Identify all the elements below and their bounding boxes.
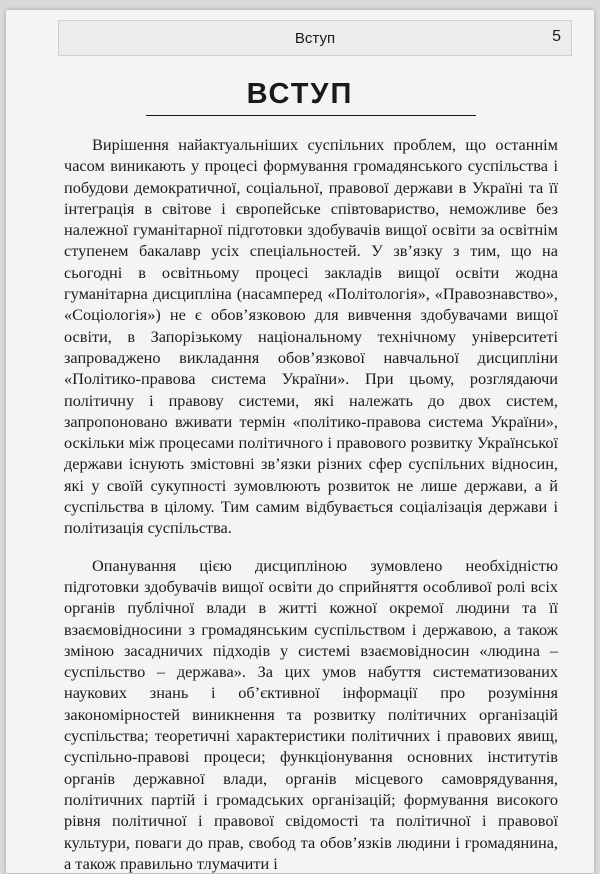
title-underline [146,115,476,116]
chapter-title: ВСТУП [246,78,354,110]
paragraph-1: Вирішення найактуальніших суспільних проблем, що останнім часом виникають у процесі формування громадянського суспільства і побудови демократичної, соціальної, правової держави в Україні та її інтеграція в світове і європейське співтовариство, неможливе без належної гуманітарної підготовки здобувачів вищої освіти за освітнім ступенем бакалавр усіх спеціальностей. У зв’язку з тим, що на сьогодні в освітньому процесі закладів вищої освіти жодна гуманітарна дисципліна (насамперед «Політологія», «Правознавство», «Соціологія») не є обов’язковою для вивчення здобувачами вищої освіти, в Запорізькому національному технічному університеті запроваджено викладання обов’язкової навчальної дисципліни «Політико-правова система України». При цьому, розглядаючи політичну і правову системи, які належать до двох систем, запропоновано вживати термін «політико-правова система України», оскільки між процесами політичного і правового розвитку Української держави існують змістовні зв’язки різних сфер суспільних відносин, які у своїй сукупності зумовлюють розвиток не лише держави, а й суспільства в цілому. Тим самим відбувається соціалізація держави і політизація суспільства. [64,135,558,538]
paragraph-2: Опанування цією дисципліною зумовлено необхідністю підготовки здобувачів вищої освіти до сприйняття особливої ролі всіх органів публічної влади в житті кожної окремої людини та її взаємовідносини з громадянським суспільством і державою, а також зміною засадничих підходів у системі взаємовідносин «людина – суспільство – держава». За цих умов набуття систематизованих наукових знань і об’єктивної інформації про розуміння закономірностей виникнення та розвитку політичних організацій суспільства; теоретичні характеристики політичних і правових явищ, суспільно-правові процеси; функціонування основних інститутів органів державної влади, органів місцевого самоврядування, політичних партій і громадських організацій; формування високого рівня політичної і правової свідомості та політичної і правової культури, поваги до прав, свобод та обов’язків людини і громадянина, а також правильно тлумачити і [64,555,558,873]
book-page [6,10,594,873]
body-text [64,134,558,874]
page-number: 5 [552,28,561,45]
running-header [58,20,572,56]
header-section-title: Вступ [294,30,336,47]
